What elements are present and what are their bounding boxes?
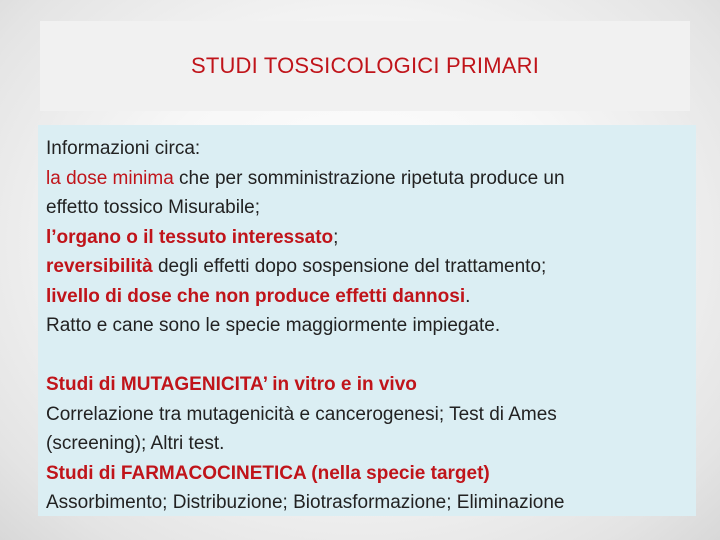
mutagenicity-heading: Studi di MUTAGENICITA’ in vitro e in vivo bbox=[46, 374, 417, 395]
item-minimum-dose-continuation: effetto tossico Misurabile; bbox=[46, 197, 261, 218]
item-minimum-dose-highlight: la dose minima bbox=[46, 167, 174, 189]
pharmacokinetics-line-1: Assorbimento; Distribuzione; Biotrasformazione; Eliminazione bbox=[46, 492, 565, 513]
item-minimum-dose-text: che per somministrazione ripetuta produce un bbox=[173, 167, 565, 189]
item-target-organ-text: ; bbox=[333, 226, 339, 248]
title-box bbox=[40, 21, 690, 111]
item-target-organ-highlight: l’organo o il tessuto interessato bbox=[46, 226, 334, 248]
item-species: Ratto e cane sono le specie maggiormente impiegate. bbox=[46, 315, 501, 336]
item-no-effect-dose bbox=[46, 282, 688, 312]
item-no-effect-dose-highlight: livello di dose che non produce effetti dannosi bbox=[46, 285, 466, 307]
content-box bbox=[38, 125, 696, 516]
mutagenicity-line-1: Correlazione tra mutagenicità e cancerogenesi; Test di Ames bbox=[46, 403, 557, 425]
item-reversibility-text: degli effetti dopo sospensione del trattamento; bbox=[152, 256, 547, 277]
item-reversibility-highlight: reversibilità bbox=[46, 256, 153, 277]
item-minimum-dose bbox=[46, 164, 688, 194]
item-target-organ bbox=[46, 223, 688, 253]
item-reversibility bbox=[46, 252, 688, 282]
intro-text: Informazioni circa: bbox=[46, 138, 201, 159]
paragraph-spacer bbox=[46, 341, 688, 371]
item-no-effect-dose-text: . bbox=[465, 285, 471, 307]
mutagenicity-line-2: (screening); Altri test. bbox=[46, 433, 225, 454]
pharmacokinetics-heading: Studi di FARMACOCINETICA (nella specie target) bbox=[46, 462, 490, 484]
slide-title: STUDI TOSSICOLOGICI PRIMARI bbox=[190, 53, 540, 78]
